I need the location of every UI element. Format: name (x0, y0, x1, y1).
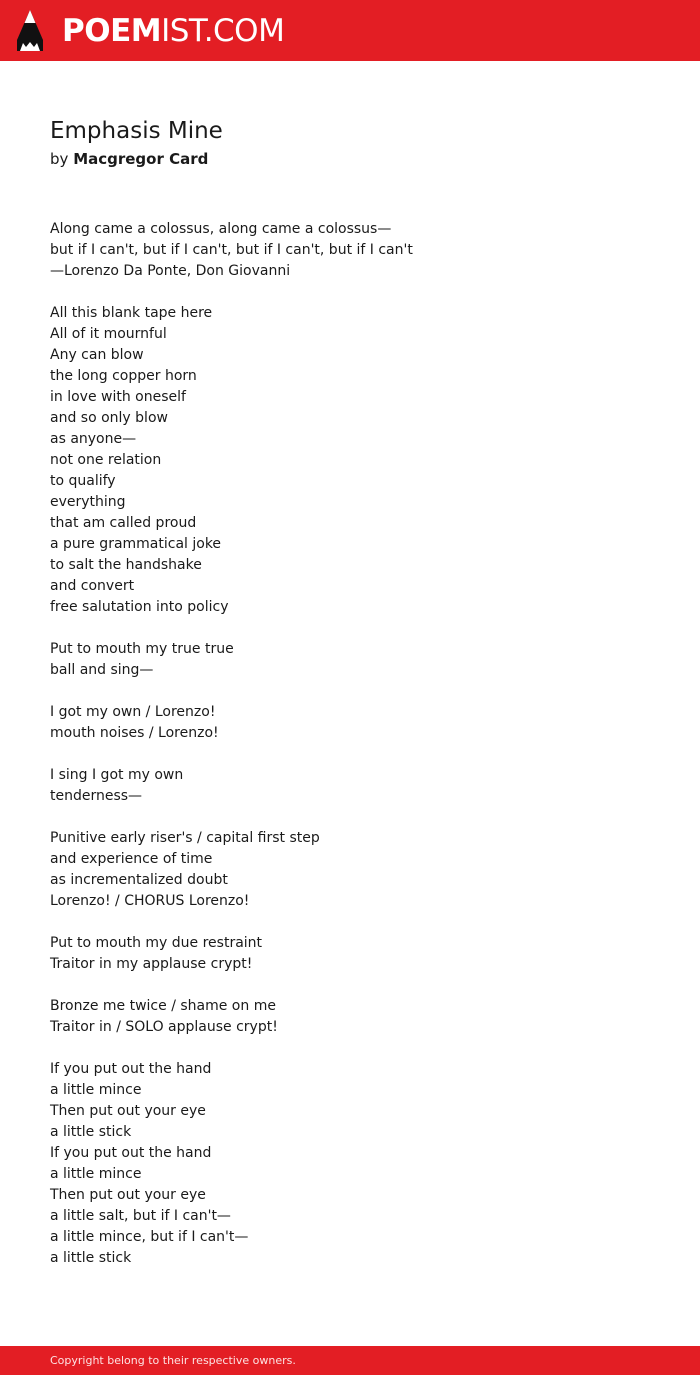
poem-line: in love with oneself (50, 389, 186, 405)
poem-stanza (50, 303, 650, 618)
poem-line: not one relation (50, 452, 162, 468)
poem-line: to qualify (50, 473, 116, 489)
poem-line: everything (50, 494, 126, 510)
poem-stanza (50, 828, 650, 912)
poem-line: All this blank tape here (50, 305, 213, 321)
site-header (0, 0, 700, 61)
poem-line: Traitor in my applause crypt! (50, 956, 253, 972)
copyright-notice: Copyright belong to their respective owners. (50, 1354, 296, 1367)
poem-line: Punitive early riser's / capital first step (50, 830, 320, 846)
poem-line: but if I can't, but if I can't, but if I can't, but if I can't (50, 242, 413, 258)
poem-line: and experience of time (50, 851, 213, 867)
poem-line: mouth noises / Lorenzo! (50, 725, 219, 741)
logo-light-text: IST.COM (161, 13, 285, 49)
site-logo[interactable] (62, 12, 284, 50)
poem-line: a little mince (50, 1082, 142, 1098)
poem-stanza (50, 219, 650, 282)
poem-body (50, 219, 650, 1269)
poem-line: the long copper horn (50, 368, 197, 384)
poem-byline (50, 148, 650, 170)
poem-line: and so only blow (50, 410, 168, 426)
poem-stanza (50, 702, 650, 744)
poem-line: tenderness— (50, 788, 143, 804)
poem-line: Along came a colossus, along came a colossus— (50, 221, 392, 237)
poem-line: I sing I got my own (50, 767, 184, 783)
poem-line: free salutation into policy (50, 599, 229, 615)
poem-line: a little stick (50, 1124, 132, 1140)
poem-line: Traitor in / SOLO applause crypt! (50, 1019, 278, 1035)
poem-stanza (50, 639, 650, 681)
poem-title: Emphasis Mine (50, 118, 223, 144)
site-footer (0, 1346, 700, 1375)
poem-line: Bronze me twice / shame on me (50, 998, 276, 1014)
by-label: by (50, 150, 69, 168)
poem-stanza (50, 765, 650, 807)
poem-line: If you put out the hand (50, 1145, 212, 1161)
poem-line: Then put out your eye (50, 1187, 206, 1203)
poem-line: Any can blow (50, 347, 144, 363)
poem-line: a pure grammatical joke (50, 536, 222, 552)
poem-line: as anyone— (50, 431, 137, 447)
poem-line: a little mince, but if I can't— (50, 1229, 249, 1245)
poem-line: All of it mournful (50, 326, 167, 342)
poem-stanza (50, 996, 650, 1038)
poem-stanza (50, 933, 650, 975)
poem-line: a little stick (50, 1250, 132, 1266)
poem-line: and convert (50, 578, 135, 594)
poem-line: a little salt, but if I can't— (50, 1208, 231, 1224)
pencil-tip-icon[interactable] (17, 10, 43, 51)
poem-line: —Lorenzo Da Ponte, Don Giovanni (50, 263, 291, 279)
poem-line: If you put out the hand (50, 1061, 212, 1077)
poem-line: as incrementalized doubt (50, 872, 228, 888)
poem-line: Put to mouth my true true (50, 641, 234, 657)
poem-line: ball and sing— (50, 662, 154, 678)
poem-content (50, 114, 650, 1290)
poem-line: I got my own / Lorenzo! (50, 704, 216, 720)
poem-line: to salt the handshake (50, 557, 202, 573)
poem-line: that am called proud (50, 515, 197, 531)
poem-author[interactable]: Macgregor Card (73, 150, 209, 168)
poem-line: Lorenzo! / CHORUS Lorenzo! (50, 893, 250, 909)
poem-line: Then put out your eye (50, 1103, 206, 1119)
logo-strong-text: POEM (62, 13, 162, 49)
poem-line: a little mince (50, 1166, 142, 1182)
poem-line: Put to mouth my due restraint (50, 935, 263, 951)
poem-stanza (50, 1059, 650, 1269)
